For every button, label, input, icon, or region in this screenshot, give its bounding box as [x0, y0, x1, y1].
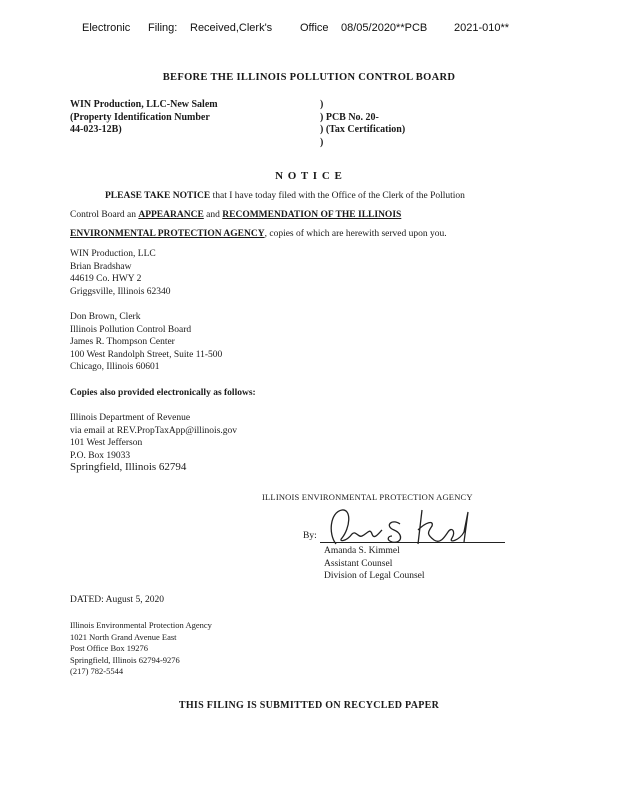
- address-line: James R. Thompson Center: [70, 337, 175, 347]
- recipient-clerk: [70, 311, 222, 374]
- header-office: Office: [300, 22, 329, 34]
- signer-name: Amanda S. Kimmel: [324, 546, 400, 556]
- notice-lead: PLEASE TAKE NOTICE: [105, 191, 211, 201]
- notice-title: N O T I C E: [275, 170, 343, 182]
- address-line: Illinois Department of Revenue: [70, 413, 191, 423]
- signer-title: Assistant Counsel: [324, 558, 393, 569]
- address-line: Illinois Environmental Protection Agency: [70, 620, 212, 630]
- address-line: WIN Production, LLC: [70, 249, 156, 259]
- caption-right-line: ): [320, 99, 324, 110]
- caption-left-line: WIN Production, LLC-New Salem: [70, 99, 218, 110]
- recipient-revenue: [70, 412, 237, 462]
- notice-line-3: [70, 229, 447, 239]
- notice-and: and: [203, 210, 223, 220]
- caption-left-line: (Property Identification Number: [70, 111, 210, 123]
- address-line: Springfield, Illinois 62794-9276: [70, 654, 180, 665]
- copies-heading: Copies also provided electronically as follows:: [70, 388, 256, 398]
- agency-name-text: ENVIRONMENTAL PROTECTION AGENCY: [70, 229, 265, 239]
- notice-line1-text: that I have today filed with the Office of the Clerk of the Pollution: [210, 191, 465, 201]
- signer-division: Division of Legal Counsel: [324, 571, 425, 581]
- address-line: (217) 782-5544: [70, 666, 124, 676]
- recommendation-text: RECOMMENDATION OF THE ILLINOIS: [222, 210, 402, 220]
- address-line: P.O. Box 19033: [70, 450, 131, 461]
- address-line: Brian Bradshaw: [70, 261, 132, 272]
- notice-line3-text: , copies of which are herewith served upon you.: [264, 229, 447, 239]
- address-line: 101 West Jefferson: [70, 438, 143, 448]
- address-line: Illinois Pollution Control Board: [70, 324, 192, 335]
- address-line: Post Office Box 19276: [70, 643, 148, 653]
- signature-line: [320, 542, 505, 543]
- header-number: 2021-010**: [454, 22, 510, 34]
- header-filing: Filing:: [148, 22, 178, 34]
- recycled-paper-notice: THIS FILING IS SUBMITTED ON RECYCLED PAPER: [178, 700, 440, 711]
- header-date: 08/05/2020**PCB: [341, 22, 428, 34]
- signature-details: [324, 545, 425, 583]
- caption-right-line: ): [320, 136, 324, 148]
- caption-right-line: ) (Tax Certification): [320, 124, 406, 135]
- board-title: BEFORE THE ILLINOIS POLLUTION CONTROL BOARD: [162, 72, 456, 83]
- address-line: 44619 Co. HWY 2: [70, 274, 142, 284]
- address-line: Don Brown, Clerk: [70, 312, 141, 322]
- handwritten-signature: [322, 504, 492, 550]
- caption-right: [320, 99, 405, 149]
- header-electronic: Electronic: [82, 22, 131, 34]
- caption-left-line: 44-023-12B): [70, 124, 122, 135]
- footer-address: [70, 620, 212, 678]
- dated: DATED: August 5, 2020: [70, 595, 164, 605]
- header-received: Received,Clerk's: [190, 22, 273, 34]
- recipient-win-production: [70, 248, 171, 298]
- address-line: via email at REV.PropTaxApp@illinois.gov: [70, 425, 238, 436]
- address-line: 1021 North Grand Avenue East: [70, 631, 177, 642]
- address-line: 100 West Randolph Street, Suite 11-500: [70, 349, 223, 360]
- address-line: Chicago, Illinois 60601: [70, 362, 160, 372]
- signature-by: By:: [303, 531, 317, 541]
- address-line-springfield: Springfield, Illinois 62794: [70, 461, 187, 473]
- caption-left: [70, 99, 218, 137]
- caption-right-line: ) PCB No. 20-: [320, 111, 379, 123]
- address-line: Griggsville, Illinois 62340: [70, 286, 171, 297]
- notice-line2-text: Control Board an: [70, 210, 139, 220]
- appearance-link-text: APPEARANCE: [138, 210, 204, 220]
- notice-line-1: [105, 191, 465, 201]
- signature-agency: ILLINOIS ENVIRONMENTAL PROTECTION AGENCY: [262, 492, 473, 502]
- notice-line-2: [70, 210, 401, 220]
